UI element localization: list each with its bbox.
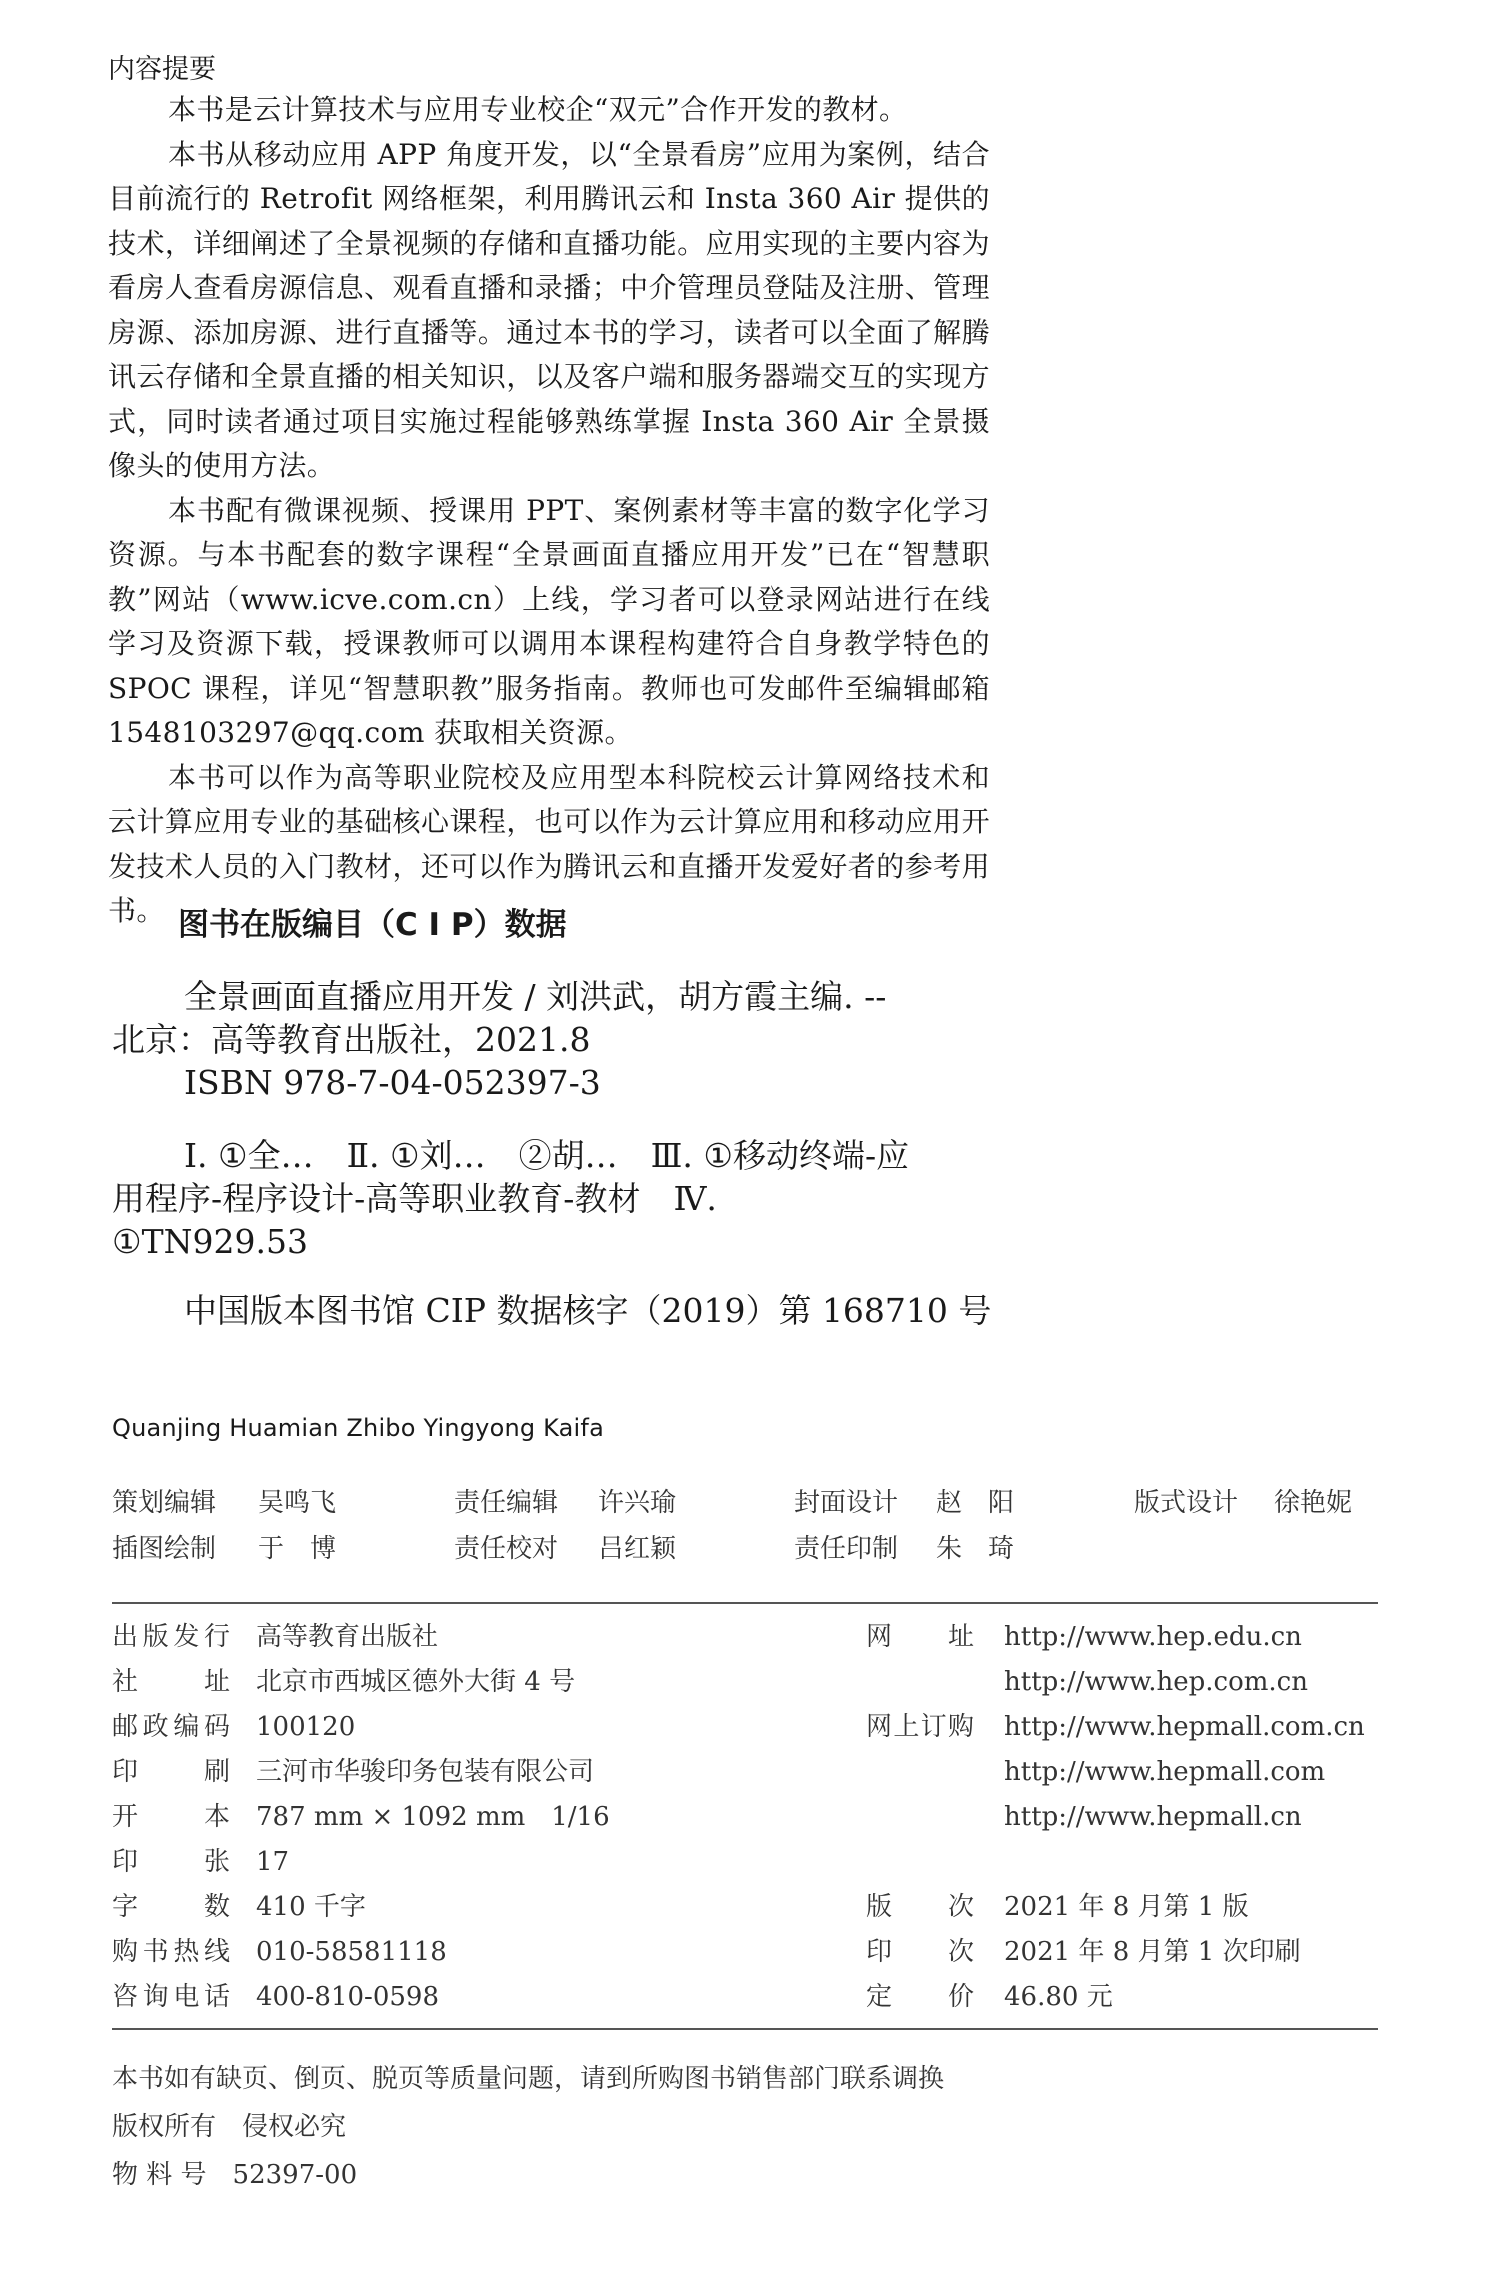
material-label: 物 料 号 [112,2160,207,2190]
staff-value: 吴鸣飞 [258,1488,337,1518]
cip-classification: 用程序-程序设计-高等职业教育-教材 Ⅳ. [112,1179,717,1218]
pub-row [112,1845,1378,1890]
staff-value: 朱 琦 [936,1534,1015,1564]
pub-label: 社址 [112,1667,230,1697]
copyright-line [112,2110,944,2144]
staff-value: 吕红颖 [598,1534,677,1564]
pub-value: 100120 [256,1712,356,1742]
staff-label: 版式设计 [1134,1488,1239,1518]
divider-bottom [112,2028,1378,2030]
staff-row [112,1532,1412,1578]
staff-label: 责任校对 [454,1534,559,1564]
staff-label: 策划编辑 [112,1488,217,1518]
cip-publisher-line: 北京：高等教育出版社，2021.8 [112,1020,591,1059]
pub-value: 17 [256,1847,290,1877]
pub-value: 410 千字 [256,1892,366,1922]
pub-label: 印刷 [112,1757,230,1787]
pub-label: 字数 [112,1892,230,1922]
pub-label: 邮政编码 [112,1712,230,1742]
pinyin-title: Quanjing Huamian Zhibo Yingyong Kaifa [112,1414,604,1442]
cip-heading: 图书在版编目（C I P）数据 [178,907,567,943]
cip-isbn: ISBN 978-7-04-052397-3 [184,1063,601,1102]
cip-number: 中国版本图书馆 CIP 数据核字（2019）第 168710 号 [184,1291,992,1330]
pub-row [112,1935,1378,1980]
summary-paragraph: 本书是云计算技术与应用专业校企“双元”合作开发的教材。 [168,93,908,126]
pub-row [112,1665,1378,1710]
copyright-value: 侵权必究 [242,2112,347,2142]
staff-row [112,1486,1412,1532]
publication-info [112,1620,1378,2025]
pub-value: 400-810-0598 [256,1982,439,2012]
pub-value: 010-58581118 [256,1937,447,1967]
pub-price: 46.80 元 [1004,1982,1113,2012]
summary-paragraph: 本书可以作为高等职业院校及应用型本科院校云计算网络技术和云计算应用专业的基础核心课程，也可以作为云计算应用和移动应用开发技术人员的入门教材，还可以作为腾讯云和直播开发爱好者的参考用书。 [108,760,990,927]
staff-label: 责任编辑 [454,1488,559,1518]
pub-row [112,1710,1378,1755]
pub-label: 网址 [866,1622,974,1652]
pub-label: 开本 [112,1802,230,1832]
pub-value: 高等教育出版社 [256,1622,439,1652]
pub-row [112,1890,1378,1935]
staff-label: 封面设计 [794,1488,899,1518]
pub-label: 咨询电话 [112,1982,230,2012]
pub-row [112,1980,1378,2025]
material-number: 52397-00 [232,2160,358,2190]
pub-row [112,1620,1378,1665]
pub-label: 网上订购 [866,1712,974,1742]
pub-value: 2021 年 8 月第 1 版 [1004,1892,1249,1922]
pub-value: 787 mm × 1092 mm 1/16 [256,1802,610,1832]
pub-value: 2021 年 8 月第 1 次印刷 [1004,1937,1301,1967]
material-line [112,2158,944,2192]
summary-heading: 内容提要 [108,54,216,85]
staff-label: 责任印制 [794,1534,899,1564]
pub-url: http://www.hep.edu.cn [1004,1622,1302,1652]
cip-record [112,975,1012,1332]
summary-paragraph: 本书配有微课视频、授课用 PPT、案例素材等丰富的数字化学习资源。与本书配套的数字课程“全景画面直播应用开发”已在“智慧职教”网站（www.icve.com.cn）上线，学习者可以登录网站进行在线学习及资源下载，授课教师可以调用本课程构建符合自身教学特色的 SPOC 课程，详见“智慧职教”服务指南。教师也可发邮件至编辑邮箱 1548103297@qq.com 获取相关资源。 [108,493,990,749]
pub-url: http://www.hepmall.com [1004,1757,1326,1787]
pub-label: 印张 [112,1847,230,1877]
staff-value: 徐艳妮 [1274,1488,1353,1518]
pub-row [112,1755,1378,1800]
copyright-label: 版权所有 [112,2112,217,2142]
pub-value: 三河市华骏印务包装有限公司 [256,1757,595,1787]
divider-top [112,1602,1378,1604]
summary-paragraph: 本书从移动应用 APP 角度开发，以“全景看房”应用为案例，结合目前流行的 Retrofit 网络框架，利用腾讯云和 Insta 360 Air 提供的技术，详细阐述了全景视频的存储和直播功能。应用实现的主要内容为看房人查看房源信息、观看直播和录播；中介管理员登陆及注册、管理房源、添加房源、进行直播等。通过本书的学习，读者可以全面了解腾讯云存储和全景直播的相关知识，以及客户端和服务器端交互的实现方式，同时读者通过项目实施过程能够熟练掌握 Insta 360 Air 全景摄像头的使用方法。 [108,137,990,482]
staff-value: 许兴瑜 [598,1488,677,1518]
quality-notice: 本书如有缺页、倒页、脱页等质量问题，请到所购图书销售部门联系调换 [112,2064,945,2094]
cip-classification: ①TN929.53 [112,1222,308,1261]
staff-value: 赵 阳 [936,1488,1015,1518]
cip-title-line: 全景画面直播应用开发 / 刘洪武，胡方霞主编. -- [184,977,887,1016]
staff-credits [112,1486,1412,1578]
pub-url: http://www.hepmall.cn [1004,1802,1302,1832]
pub-url: http://www.hepmall.com.cn [1004,1712,1365,1742]
staff-value: 于 博 [258,1534,337,1564]
pub-url: http://www.hep.com.cn [1004,1667,1308,1697]
pub-value: 北京市西城区德外大街 4 号 [256,1667,576,1697]
pub-row [112,1800,1378,1845]
pub-label: 版次 [866,1892,974,1922]
summary-body [108,88,990,934]
pub-label: 购书热线 [112,1937,230,1967]
footer-notes [112,2062,944,2206]
pub-label: 印次 [866,1937,974,1967]
staff-label: 插图绘制 [112,1534,217,1564]
pub-label: 定价 [866,1982,974,2012]
cip-classification: Ⅰ. ①全… Ⅱ. ①刘… ②胡… Ⅲ. ①移动终端-应 [184,1136,910,1175]
pub-label: 出版发行 [112,1622,230,1652]
